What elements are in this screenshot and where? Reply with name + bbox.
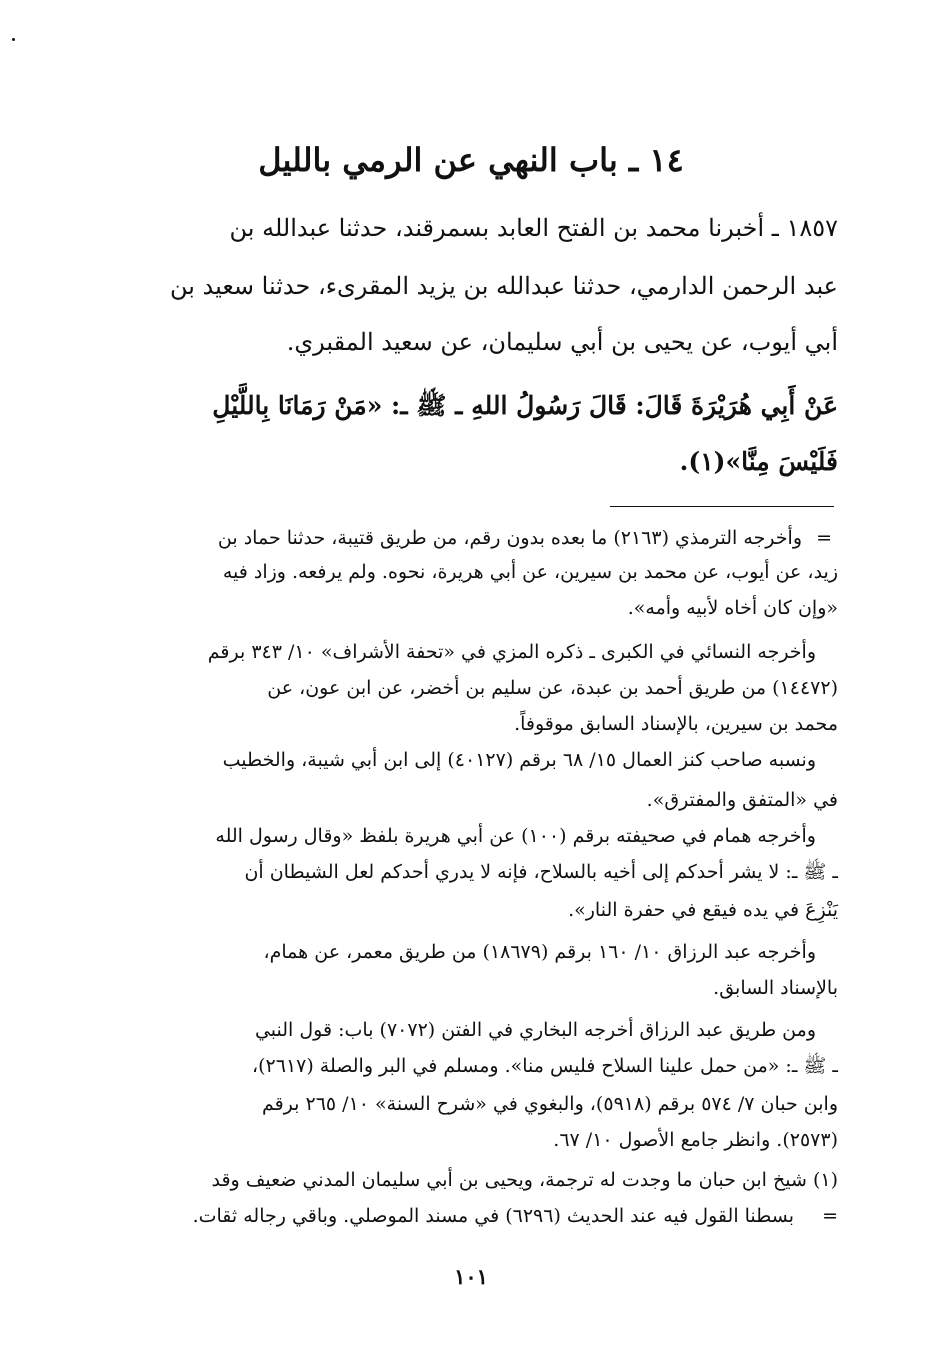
footnote-line: ونسبه صاحب كنز العمال ١٥/ ٦٨ برقم (٤٠١٢٧) إلى ابن أبي شيبة، والخطيب [222, 749, 816, 771]
footnote-line: وأخرجه الترمذي (٢١٦٣) ما بعده بدون رقم، من طريق قتيبة، حدثنا حماد بن [217, 527, 802, 549]
footnote-line: بسطنا القول فيه عند الحديث (٦٢٩٦) في مسند الموصلي. وباقي رجاله ثقات. [192, 1205, 794, 1227]
footnote-line: ـ ﷺ ـ: «من حمل علينا السلاح فليس منا». ومسلم في البر والصلة (٢٦١٧)، [251, 1055, 838, 1077]
footnote-line: يَنْزِعَ في يده فيقع في حفرة النار». [568, 899, 838, 921]
footnote-line: «وإن كان أخاه لأبيه وأمه». [627, 597, 838, 619]
isnad-line: ١٨٥٧ ـ أخبرنا محمد بن الفتح العابد بسمرقند، حدثنا عبدالله بن [229, 214, 838, 242]
footnote-continuation-mark: = [816, 527, 832, 549]
hadith-text-line: عَنْ أَبِي هُرَيْرَةَ قَالَ: قَالَ رَسُولُ اللهِ ـ ﷺ ـ: «مَنْ رَمَانَا بِاللَّيْلِ [212, 391, 838, 420]
footnote-line: محمد بن سيرين، بالإسناد السابق موقوفاً. [514, 713, 838, 735]
footnote-line: (٢٥٧٣). وانظر جامع الأصول ١٠/ ٦٧. [553, 1129, 838, 1151]
chapter-title: ١٤ ـ باب النهي عن الرمي بالليل [258, 141, 684, 179]
scan-speck [12, 38, 15, 41]
footnote-line: ـ ﷺ ـ: لا يشر أحدكم إلى أخيه بالسلاح، فإنه لا يدري أحدكم لعل الشيطان أن [244, 861, 838, 883]
footnote-line: ومن طريق عبد الرزاق أخرجه البخاري في الفتن (٧٠٧٢) باب: قول النبي [254, 1019, 816, 1041]
footnote-separator [610, 506, 834, 507]
footnote-line: في «المتفق والمفترق». [646, 789, 838, 811]
footnote-line: وابن حبان ٧/ ٥٧٤ برقم (٥٩١٨)، والبغوي في «شرح السنة» ١٠/ ٢٦٥ برقم [261, 1093, 838, 1115]
page-number: ١٠١ [454, 1264, 488, 1289]
footnote-end-mark: = [822, 1205, 838, 1227]
footnote-line: بالإسناد السابق. [713, 977, 838, 999]
footnote-line: وأخرجه النسائي في الكبرى ـ ذكره المزي في «تحفة الأشراف» ١٠/ ٣٤٣ برقم [207, 641, 816, 663]
isnad-line: عبد الرحمن الدارمي، حدثنا عبدالله بن يزيد المقرىء، حدثنا سعيد بن [169, 272, 838, 300]
footnote-line: وأخرجه عبد الرزاق ١٠/ ١٦٠ برقم (١٨٦٧٩) من طريق معمر، عن همام، [263, 941, 816, 963]
isnad-line: أبي أيوب، عن يحيى بن أبي سليمان، عن سعيد المقبري. [286, 328, 838, 356]
footnote-line: زيد، عن أيوب، عن محمد بن سيرين، عن أبي هريرة، نحوه. ولم يرفعه. وزاد فيه [222, 561, 838, 583]
hadith-text-line: فَلَيْسَ مِنَّا»(١). [679, 447, 838, 476]
footnote-line: (١٤٤٧٢) من طريق أحمد بن عبدة، عن سليم بن أخضر، عن ابن عون، عن [267, 677, 838, 699]
footnote-line: وأخرجه همام في صحيفته برقم (١٠٠) عن أبي هريرة بلفظ «وقال رسول الله [215, 825, 816, 847]
footnote-line: (١) شيخ ابن حبان ما وجدت له ترجمة، ويحيى بن أبي سليمان المدني ضعيف وقد [211, 1169, 838, 1191]
